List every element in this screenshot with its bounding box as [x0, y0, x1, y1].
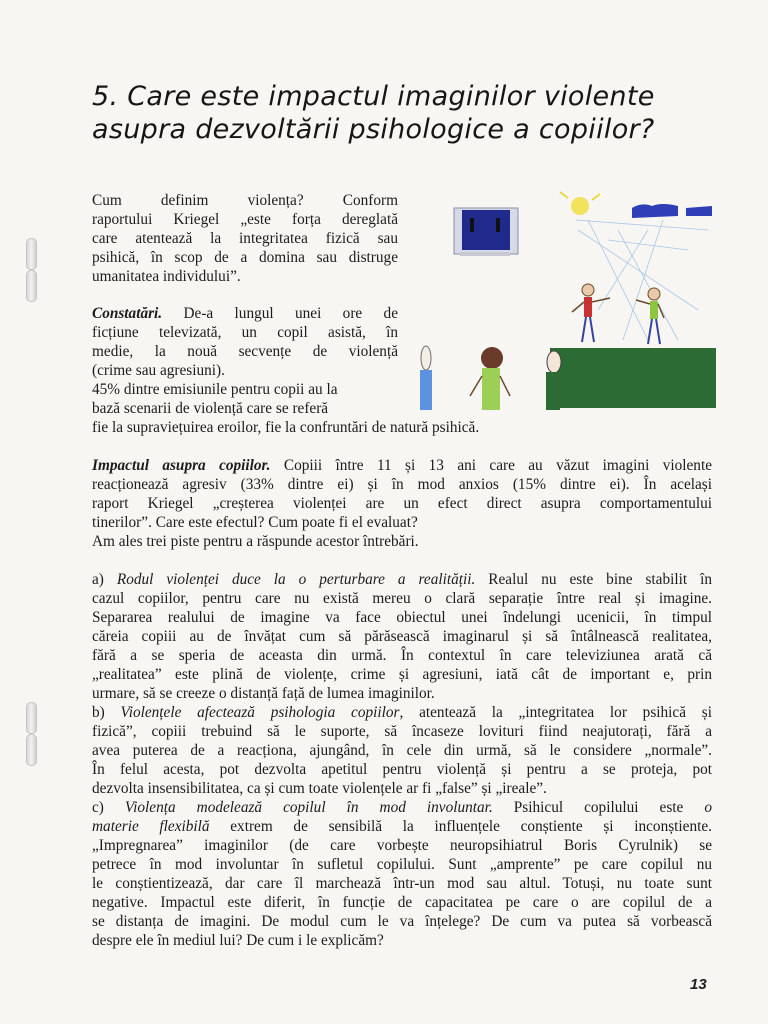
findings-line: medie, la nouă secvențe de violență [92, 343, 398, 360]
page-number: 13 [690, 976, 707, 993]
findings-paragraph [92, 304, 398, 418]
binder-clip [26, 734, 37, 766]
point-a-line: căreia copiii au de învățat cum să părăsească imaginarul și să întâlnească realitatea, [92, 628, 712, 645]
point-c-first-line [92, 798, 712, 817]
page-title [92, 80, 732, 146]
point-c-paragraph [92, 798, 712, 950]
impact-first-text: Copiii între 11 și 13 ani care au văzut imagini violente [270, 457, 712, 474]
point-c-second-line [92, 817, 712, 836]
point-a-line: urmare, să se creeze o distanță față de lumea imaginilor. [92, 685, 435, 702]
impact-line: reacționează agresiv (33% dintre ei) și în mod anxios (15% dintre ei). În același [92, 476, 712, 493]
point-c-line: „Impregnarea” imaginilor (de care vorbește neuropsihiatrul Boris Cyrulnik) se [92, 837, 712, 854]
title-line-2: asupra dezvoltării psihologice a copiilor? [92, 114, 655, 145]
point-a-prefix: a) [92, 571, 117, 588]
point-c-second-text: extrem de sensibilă la influențele conștiente și inconștiente. [209, 818, 712, 835]
point-c-label-3: materie flexibilă [92, 818, 210, 835]
point-a-line: cazul copiilor, pentru care nu există mereu o clară separație între real și imagine. [92, 590, 712, 607]
findings-line: (crime sau agresiuni). [92, 362, 225, 379]
findings-first-line [92, 304, 398, 323]
children-watching [414, 340, 574, 412]
point-c-first-text: Psihicul copilului este [492, 799, 705, 816]
point-c-label: Violența modelează copilul în mod involuntar. [124, 799, 493, 816]
point-c-line: le conștientizează, dar care îl marchează într-un mod sau altul. Totuși, nu toate sunt [92, 875, 712, 892]
point-b-label: Violențele afectează psihologia copiilor [120, 704, 400, 721]
figure-red [572, 284, 610, 342]
findings-last-line [92, 418, 712, 437]
binder-clip [26, 702, 37, 734]
point-c-prefix: c) [92, 799, 125, 816]
intro-line: umanitatea individului”. [92, 268, 241, 285]
impact-paragraph [92, 456, 712, 551]
impact-label: Impactul asupra copiilor. [92, 457, 271, 474]
point-a-line: fără a se speria de aceasta din urmă. În contextul în care televiziunea arată că [92, 647, 712, 664]
point-c-label-2: o [704, 799, 712, 816]
findings-line: 45% dintre emisiunile pentru copii au la [92, 381, 338, 398]
point-b-line: dezvolta insensibilitatea, ca și cum toate violențele ar fi „false” și „ireale”. [92, 780, 547, 797]
point-c-line: negative. Impactul este diferit, în funcție de capacitatea pe care o are copilul de a [92, 894, 712, 911]
point-a-line: Separarea realului de imagine va face obiectul unei îndelungi ucenicii, în timpul [92, 609, 712, 626]
impact-first-line [92, 456, 712, 475]
impact-line: tinerilor”. Care este efectul? Cum poate fi el evaluat? [92, 514, 418, 531]
tv-screen [454, 208, 518, 256]
point-c-line: petrece în mod involuntar în sufletul copilului. Sunt „amprente” pe care copilul nu [92, 856, 712, 873]
intro-line: raportului Kriegel „este forța dereglată [92, 211, 398, 228]
binder-clip [26, 270, 37, 302]
point-a-first-text: Realul nu este bine stabilit în [475, 571, 712, 588]
point-b-first-line [92, 703, 712, 722]
point-b-paragraph [92, 703, 712, 798]
point-b-line: avea puterea de a reacționa, ajungând, în cele din urmă, să le considere „normale”. [92, 742, 712, 759]
findings-line: bază scenarii de violență care se referă [92, 400, 329, 417]
findings-line: fie la supraviețuirea eroilor, fie la confruntări de natură psihică. [92, 419, 480, 436]
point-c-line: despre ele în mediul lui? De cum i le explicăm? [92, 932, 384, 949]
findings-label: Constatări. [92, 305, 163, 322]
title-line-1: 5. Care este impactul imaginilor violente [92, 81, 655, 112]
sky-scribbles [576, 220, 708, 340]
binder-clip [26, 238, 37, 270]
intro-line: Cum definim violența? Conform [92, 192, 398, 209]
point-a-label: Rodul violenței duce la o perturbare a realității. [116, 571, 476, 588]
point-a-paragraph [92, 570, 712, 703]
figure-green [636, 288, 664, 344]
point-a-line: „realitatea” este plină de violențe, crime și agresiuni, iată cât de important e, prin [92, 666, 712, 683]
point-b-first-text: , atentează la „integritatea lor psihică și [399, 704, 712, 721]
point-a-first-line [92, 570, 712, 589]
point-b-line: În felul acesta, pot dezvolta apetitul pentru violență și pentru a se proteja, pot [92, 761, 712, 778]
sun-icon [560, 192, 600, 215]
intro-paragraph [92, 191, 398, 286]
point-c-line: se distanța de imagini. De modul cum le va înțelege? De cum va putea să vorbească [92, 913, 712, 930]
findings-line: ficțiune televizată, un copil asistă, în [92, 324, 398, 341]
impact-line: raport Kriegel „creșterea violenței are un efect direct asupra comportamentului [92, 495, 712, 512]
findings-first-text: De-a lungul unei ore de [162, 305, 398, 322]
impact-line: Am ales trei piste pentru a răspunde acestor întrebări. [92, 533, 419, 550]
intro-line: psihică, în scop de a domina sau distruge [92, 249, 398, 266]
point-b-prefix: b) [92, 704, 121, 721]
sky-clouds [632, 204, 712, 218]
intro-line: care atentează la integritatea fizică sau [92, 230, 398, 247]
point-b-line: fizică”, copiii trebuind să le suporte, să încaseze lovituri fiind neajutorați, fără a [92, 723, 712, 740]
grass-hill [550, 348, 716, 408]
